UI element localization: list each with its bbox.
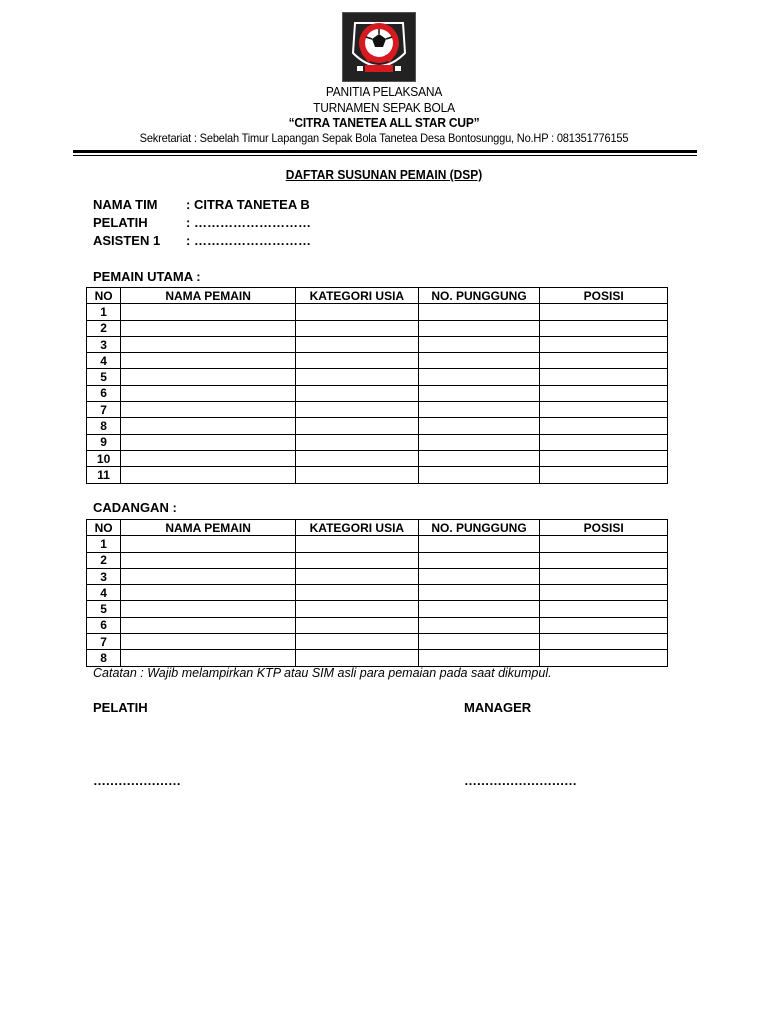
age-category-cell[interactable] bbox=[296, 552, 419, 568]
jersey-number-cell[interactable] bbox=[418, 418, 540, 434]
document-title: DAFTAR SUSUNAN PEMAIN (DSP) bbox=[285, 167, 483, 182]
age-category-cell[interactable] bbox=[296, 336, 419, 352]
table-row bbox=[87, 585, 668, 601]
substitutes-title: CADANGAN : bbox=[93, 500, 177, 515]
row-number-cell: 7 bbox=[87, 634, 121, 650]
row-number-cell: 3 bbox=[87, 336, 121, 352]
player-name-cell[interactable] bbox=[121, 304, 296, 320]
position-cell[interactable] bbox=[540, 418, 668, 434]
row-number-cell: 2 bbox=[87, 320, 121, 336]
table-row bbox=[87, 552, 668, 568]
age-category-cell[interactable] bbox=[296, 320, 419, 336]
age-category-cell[interactable] bbox=[296, 304, 419, 320]
jersey-number-cell[interactable] bbox=[418, 650, 540, 666]
info-value: : ……………………… bbox=[186, 215, 311, 230]
player-name-cell[interactable] bbox=[121, 402, 296, 418]
player-name-cell[interactable] bbox=[121, 601, 296, 617]
row-number-cell: 9 bbox=[87, 434, 121, 450]
jersey-number-cell[interactable] bbox=[418, 304, 540, 320]
row-number-cell: 7 bbox=[87, 402, 121, 418]
table-row bbox=[87, 601, 668, 617]
table-row bbox=[87, 634, 668, 650]
row-number-cell: 8 bbox=[87, 650, 121, 666]
row-number-cell: 1 bbox=[87, 536, 121, 552]
row-number-cell: 10 bbox=[87, 450, 121, 466]
player-name-cell[interactable] bbox=[121, 353, 296, 369]
table-row bbox=[87, 402, 668, 418]
info-label: PELATIH bbox=[93, 215, 148, 230]
table-row bbox=[87, 536, 668, 552]
jersey-number-cell[interactable] bbox=[418, 336, 540, 352]
table-row bbox=[87, 467, 668, 483]
table-row bbox=[87, 418, 668, 434]
column-header: NO bbox=[87, 288, 121, 304]
info-row-coach bbox=[93, 215, 311, 230]
age-category-cell[interactable] bbox=[296, 467, 419, 483]
position-cell[interactable] bbox=[540, 634, 668, 650]
jersey-number-cell[interactable] bbox=[418, 617, 540, 633]
position-cell[interactable] bbox=[540, 536, 668, 552]
jersey-number-cell[interactable] bbox=[418, 353, 540, 369]
column-header: NO. PUNGGUNG bbox=[418, 288, 540, 304]
player-name-cell[interactable] bbox=[121, 467, 296, 483]
info-label: NAMA TIM bbox=[93, 197, 158, 212]
coach-signature-label: PELATIH bbox=[93, 700, 148, 715]
age-category-cell[interactable] bbox=[296, 353, 419, 369]
row-number-cell: 4 bbox=[87, 353, 121, 369]
position-cell[interactable] bbox=[540, 369, 668, 385]
table-header-row bbox=[87, 520, 668, 536]
column-header: NO. PUNGGUNG bbox=[418, 520, 540, 536]
age-category-cell[interactable] bbox=[296, 536, 419, 552]
jersey-number-cell[interactable] bbox=[418, 601, 540, 617]
row-number-cell: 5 bbox=[87, 369, 121, 385]
player-name-cell[interactable] bbox=[121, 617, 296, 633]
manager-signature-line: ……………………… bbox=[464, 773, 577, 788]
row-number-cell: 3 bbox=[87, 568, 121, 584]
row-number-cell: 4 bbox=[87, 585, 121, 601]
cup-name: “CITRA TANETEA ALL STAR CUP” bbox=[288, 115, 480, 130]
position-cell[interactable] bbox=[540, 336, 668, 352]
secretariat-address: Sekretariat : Sebelah Timur Lapangan Sepak Bola Tanetea Desa Bontosunggu, No.HP : 081351776155 bbox=[139, 131, 629, 145]
table-row bbox=[87, 385, 668, 401]
player-name-cell[interactable] bbox=[121, 634, 296, 650]
jersey-number-cell[interactable] bbox=[418, 568, 540, 584]
info-row-team bbox=[93, 197, 310, 212]
age-category-cell[interactable] bbox=[296, 650, 419, 666]
position-cell[interactable] bbox=[540, 450, 668, 466]
row-number-cell: 6 bbox=[87, 385, 121, 401]
position-cell[interactable] bbox=[540, 568, 668, 584]
column-header: POSISI bbox=[540, 520, 668, 536]
row-number-cell: 8 bbox=[87, 418, 121, 434]
table-row bbox=[87, 353, 668, 369]
coach-signature-line: ………………… bbox=[93, 773, 181, 788]
position-cell[interactable] bbox=[540, 601, 668, 617]
jersey-number-cell[interactable] bbox=[418, 320, 540, 336]
note-text: Catatan : Wajib melampirkan KTP atau SIM asli para pemaian pada saat dikumpul. bbox=[93, 666, 552, 680]
jersey-number-cell[interactable] bbox=[418, 434, 540, 450]
position-cell[interactable] bbox=[540, 353, 668, 369]
player-name-cell[interactable] bbox=[121, 369, 296, 385]
column-header: POSISI bbox=[540, 288, 668, 304]
column-header: NAMA PEMAIN bbox=[121, 520, 296, 536]
table-header-row bbox=[87, 288, 668, 304]
position-cell[interactable] bbox=[540, 304, 668, 320]
organizer-title: PANITIA PELAKSANA bbox=[325, 84, 443, 99]
player-name-cell[interactable] bbox=[121, 320, 296, 336]
player-name-cell[interactable] bbox=[121, 385, 296, 401]
jersey-number-cell[interactable] bbox=[418, 467, 540, 483]
table-row bbox=[87, 568, 668, 584]
jersey-number-cell[interactable] bbox=[418, 634, 540, 650]
position-cell[interactable] bbox=[540, 385, 668, 401]
manager-signature-label: MANAGER bbox=[464, 700, 532, 715]
row-number-cell: 5 bbox=[87, 601, 121, 617]
position-cell[interactable] bbox=[540, 320, 668, 336]
jersey-number-cell[interactable] bbox=[418, 402, 540, 418]
column-header: KATEGORI USIA bbox=[296, 520, 419, 536]
info-row-assistant bbox=[93, 233, 311, 248]
row-number-cell: 1 bbox=[87, 304, 121, 320]
table-row bbox=[87, 450, 668, 466]
main-players-table bbox=[86, 287, 668, 484]
tournament-title: TURNAMEN SEPAK BOLA bbox=[313, 100, 455, 115]
table-row bbox=[87, 650, 668, 666]
column-header: KATEGORI USIA bbox=[296, 288, 419, 304]
table-row bbox=[87, 336, 668, 352]
jersey-number-cell[interactable] bbox=[418, 369, 540, 385]
row-number-cell: 2 bbox=[87, 552, 121, 568]
age-category-cell[interactable] bbox=[296, 601, 419, 617]
column-header: NO bbox=[87, 520, 121, 536]
row-number-cell: 11 bbox=[87, 467, 121, 483]
table-row bbox=[87, 304, 668, 320]
table-row bbox=[87, 320, 668, 336]
age-category-cell[interactable] bbox=[296, 450, 419, 466]
info-value: : ……………………… bbox=[186, 233, 311, 248]
position-cell[interactable] bbox=[540, 650, 668, 666]
table-row bbox=[87, 617, 668, 633]
column-header: NAMA PEMAIN bbox=[121, 288, 296, 304]
info-label: ASISTEN 1 bbox=[93, 233, 161, 248]
table-row bbox=[87, 369, 668, 385]
player-name-cell[interactable] bbox=[121, 536, 296, 552]
player-name-cell[interactable] bbox=[121, 585, 296, 601]
jersey-number-cell[interactable] bbox=[418, 385, 540, 401]
age-category-cell[interactable] bbox=[296, 418, 419, 434]
player-name-cell[interactable] bbox=[121, 418, 296, 434]
player-name-cell[interactable] bbox=[121, 568, 296, 584]
position-cell[interactable] bbox=[540, 585, 668, 601]
age-category-cell[interactable] bbox=[296, 385, 419, 401]
position-cell[interactable] bbox=[540, 402, 668, 418]
age-category-cell[interactable] bbox=[296, 585, 419, 601]
player-name-cell[interactable] bbox=[121, 450, 296, 466]
jersey-number-cell[interactable] bbox=[418, 552, 540, 568]
substitutes-table bbox=[86, 519, 668, 667]
jersey-number-cell[interactable] bbox=[418, 536, 540, 552]
jersey-number-cell[interactable] bbox=[418, 450, 540, 466]
jersey-number-cell[interactable] bbox=[418, 585, 540, 601]
age-category-cell[interactable] bbox=[296, 568, 419, 584]
age-category-cell[interactable] bbox=[296, 402, 419, 418]
position-cell[interactable] bbox=[540, 552, 668, 568]
soccer-club-logo-icon bbox=[342, 12, 416, 82]
player-name-cell[interactable] bbox=[121, 434, 296, 450]
table-row bbox=[87, 434, 668, 450]
header-divider-thick bbox=[73, 150, 697, 153]
age-category-cell[interactable] bbox=[296, 634, 419, 650]
info-value: : CITRA TANETEA B bbox=[186, 197, 310, 212]
main-players-title: PEMAIN UTAMA : bbox=[93, 269, 201, 284]
position-cell[interactable] bbox=[540, 467, 668, 483]
player-name-cell[interactable] bbox=[121, 552, 296, 568]
position-cell[interactable] bbox=[540, 617, 668, 633]
age-category-cell[interactable] bbox=[296, 369, 419, 385]
header-divider-thin bbox=[73, 155, 697, 156]
position-cell[interactable] bbox=[540, 434, 668, 450]
age-category-cell[interactable] bbox=[296, 434, 419, 450]
player-name-cell[interactable] bbox=[121, 336, 296, 352]
player-name-cell[interactable] bbox=[121, 650, 296, 666]
row-number-cell: 6 bbox=[87, 617, 121, 633]
age-category-cell[interactable] bbox=[296, 617, 419, 633]
